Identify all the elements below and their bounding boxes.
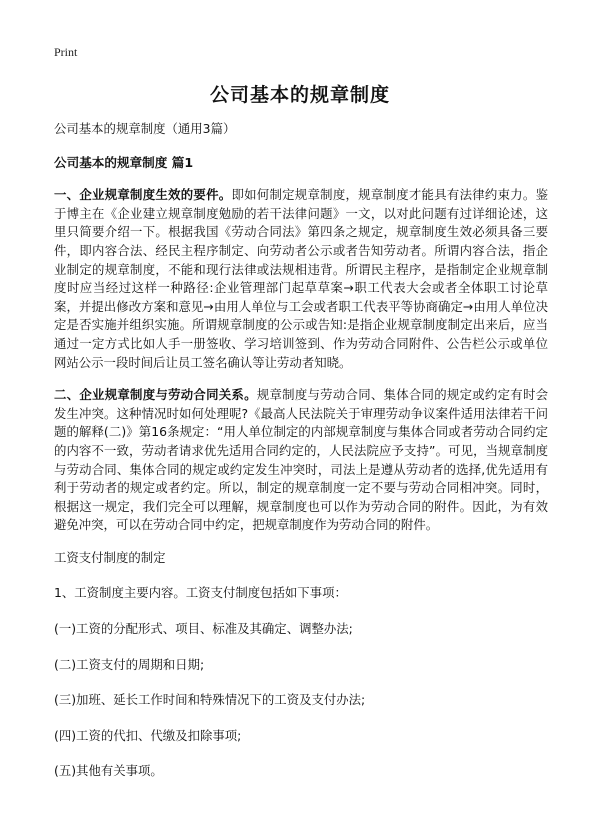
list-item: (一)工资的分配形式、项目、标准及其确定、调整办法; xyxy=(54,621,353,637)
page-title: 公司基本的规章制度 xyxy=(209,84,390,106)
list-item: (二)工资支付的周期和日期; xyxy=(54,656,205,672)
document-subtitle: 公司基本的规章制度（通用3篇） xyxy=(54,121,236,136)
paragraph-effectiveness xyxy=(54,186,548,372)
document-body xyxy=(54,120,548,798)
paragraph-text: 即如何制定规章制度，规章制度才能具有法律约束力。鉴于博主在《企业建立规章制度勉励的若干法律问题》一文，以对此问题有过详细论述，这里只简要介绍一下。根据我国《劳动合同法》第四条之规定，规章制度生效必须具备三要件，即内容合法、经民主程序制定、向劳动者公示或者告知劳动者。所谓内容合法，指企业制定的规章制度，不能和现行法律或法规相违背。所谓民主程序，是指制定企业规章制度时应当经过这样一种路径:企业管理部门起草草案→职工代表大会或者全体职工讨论草案，并提出修改方案和意见→由用人单位与工会或者职工代表平等协商确定→由用人单位决定是否实施并组织实施。所谓规章制度的公示或告知:是指企业规章制度制定出来后，应当通过一定方式比如人手一册签收、学习培训签到、作为劳动合同附件、公告栏公示或单位网站公示一段时间后让员工签名确认等让劳动者知晓。 xyxy=(54,187,549,370)
wage-heading: 工资支付制度的制定 xyxy=(54,549,166,565)
paragraph-contract-relation xyxy=(54,386,548,535)
paragraph-text: 规章制度与劳动合同、集体合同的规定或约定有时会发生冲突。这种情况时如何处理呢?《最高人民法院关于审理劳动争议案件适用法律若干问题的解释(二)》第16条规定：“用人单位制定的内部规章制度与集体合同或者劳动合同约定的内容不一致，劳动者请求优先适用合同约定的，人民法院应予支持”。可见，当规章制度与劳动合同、集体合同的规定或约定发生冲突时，司法上是遵从劳动者的选择,优先适用有利于劳动者的规定或者约定。所以，制定的规章制度一定不要与劳动合同相冲突。同时，根据这一规定，我们完全可以理解，规章制度也可以作为劳动合同的附件。因此，为有效避免冲突，可以在劳动合同中约定，把规章制度作为劳动合同的附件。 xyxy=(54,387,549,533)
section-heading: 公司基本的规章制度 篇1 xyxy=(54,154,194,170)
list-item: (三)加班、延长工作时间和特殊情况下的工资及支付办法; xyxy=(54,692,366,708)
paragraph-lead: 一、企业规章制度生效的要件。 xyxy=(54,187,232,203)
wage-intro: 1、工资制度主要内容。工资支付制度包括如下事项： xyxy=(54,585,347,601)
list-item: (四)工资的代扣、代缴及扣除事项; xyxy=(54,727,242,743)
list-item: (五)其他有关事项。 xyxy=(54,763,163,779)
paragraph-lead: 二、企业规章制度与劳动合同关系。 xyxy=(54,387,257,403)
print-label[interactable]: Print xyxy=(54,45,78,59)
